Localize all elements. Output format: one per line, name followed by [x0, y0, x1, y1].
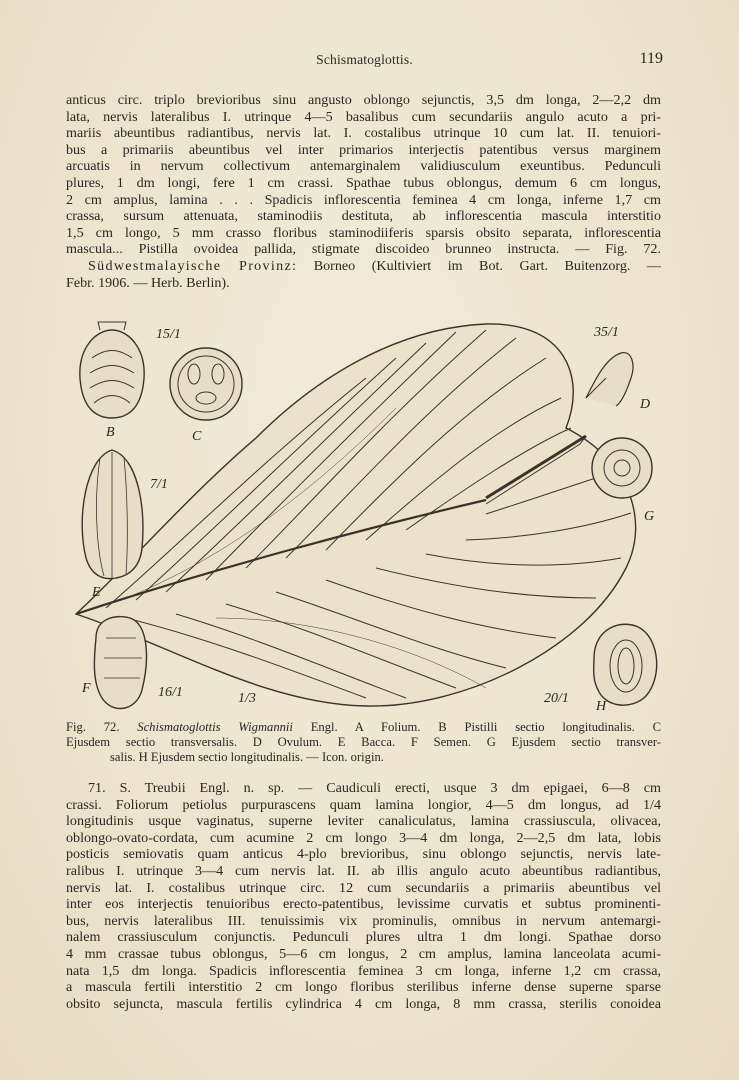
text-line: a mascula fertili interstitio 2 cm longo floribus sterilibus inferne dense superne sparse	[66, 979, 661, 996]
figure-caption	[66, 720, 661, 765]
label-H: H	[596, 699, 607, 714]
locality-text: Borneo (Kultiviert im Bot. Gart. Buitenzorg. —	[313, 257, 661, 274]
scale-D: 35/1	[594, 325, 619, 340]
scale-A: 1/3	[238, 691, 256, 706]
leaf-illustration	[76, 324, 636, 706]
text-line: anticus circ. triplo brevioribus sinu angusto oblongo sejunctis, 3,5 dm longa, 2—2,2 dm	[66, 92, 661, 108]
text-line: bus, nervis lateralibus III. tenuissimis vix prominulis, omnibus in nervum antemargi-	[66, 912, 661, 929]
figure-72	[66, 318, 666, 718]
label-E: E	[92, 585, 101, 600]
text-line: mascula... Pistilla ovoidea pallida, stigmate discoideo brunneo instructa. — Fig. 72.	[66, 241, 661, 258]
text-line: nervis lat. I. costalibus utrinque circ. 12 cum secundariis a primariis abeuntibus vel	[66, 879, 661, 896]
pistil-transverse-section	[170, 348, 242, 420]
text-line: mariis abeuntibus radiantibus, nervis lat. I. costalibus utrinque 10 cum lat. II. tenuiori-	[66, 125, 661, 142]
locality-label: Südwestmalayische Provinz:	[88, 257, 298, 274]
seed-transverse-section	[592, 438, 652, 498]
seed-illustration	[94, 617, 146, 709]
pistil-longitudinal-section	[80, 322, 144, 418]
locality-line	[66, 258, 661, 275]
text-line: crassa, sursum attenuata, staminodiis destituta, ab inflorescentia mascula interstitio	[66, 208, 661, 225]
text-line: lata, nervis lateralibus I. utrinque 4—5 basalibus cum secundariis angulo acuto a pri-	[66, 108, 661, 125]
text-line: 1,5 cm longo, 5 mm crasso floribus staminodiiferis sparsis obsito separata, inflorescentia	[66, 224, 661, 241]
text-line: inter eos interjectis tenuioribus erecto-patentibus, levissime curvatis et subtus prominenti-	[66, 896, 661, 913]
text-line: plures, 1 dm longi, fere 1 cm crassi. Spathae tubus oblongus, demum 6 cm longus,	[66, 174, 661, 191]
text-line: posticis semiovatis quam anticus 4-plo brevioribus, sinu oblongo sejunctis, nervis late-	[66, 846, 661, 863]
caption-species: Schismatoglottis Wigmannii	[137, 720, 293, 734]
text-line: ralibus I. utrinque 3—4 cum nervis lat. II. ab illis angulo acuto abeuntibus radiantibus,	[66, 862, 661, 879]
text-line: bus a primariis abeuntibus vel inter primarios interjectis patentibus versus marginem	[66, 141, 661, 158]
text-line: crassi. Foliorum petiolus purpurascens quam lamina longior, 4—5 dm longus, ad 1/4	[66, 796, 661, 813]
text-line: 71. S. Treubii Engl. n. sp. — Caudiculi erecti, usque 3 dm epigaei, 6—8 cm	[88, 780, 661, 796]
scale-H: 20/1	[544, 691, 569, 706]
text-line: longitudinis usque vaginatus, superne leviter canaliculatus, lamina crassiuscula, olivacea,	[66, 813, 661, 830]
label-D: D	[640, 397, 651, 412]
text-line: obsito sejuncta, mascula fertilis cylindrica 4 cm longa, 8 mm crassa, sterilis conoidea	[66, 995, 661, 1012]
caption-line-1	[66, 720, 661, 735]
seed-longitudinal-section	[594, 624, 657, 705]
text-line: 4 mm crassae tubus oblongus, 5—6 cm longus, 2 cm amplus, lamina lanceolata acumi-	[66, 945, 661, 962]
text-line: nata 1,5 dm longa. Spadicis inflorescentia feminea 3 cm longa, inferne 1,2 cm crassa,	[66, 962, 661, 979]
caption-text: Engl. A Folium. B Pistilli sectio longitudinalis. C	[310, 720, 661, 734]
locality-line-2: Febr. 1906. — Herb. Berlin).	[66, 274, 230, 291]
label-C: C	[192, 429, 202, 444]
scale-F: 16/1	[158, 685, 183, 700]
running-title: Schismatoglottis.	[316, 52, 413, 67]
scale-B: 15/1	[156, 327, 181, 342]
caption-fig-no: Fig. 72.	[66, 720, 120, 734]
text-line: nalem crassiusculum conjunctis. Pedunculi plures ultra 1 dm longi. Spathae dorso	[66, 929, 661, 946]
running-header	[66, 52, 663, 72]
species-entry	[66, 780, 661, 1012]
text-line: oblongo-ovato-cordata, cum acumine 2 cm longo 3—4 dm longa, 2—2,5 dm lata, lobis	[66, 829, 661, 846]
text-line: 2 cm amplus, lamina . . . Spadicis inflorescentia feminea 4 cm longa, inferne 1,7 cm	[66, 191, 661, 208]
caption-line-2: Ejusdem sectio transversalis. D Ovulum. E Bacca. F Semen. G Ejusdem sectio transver-	[66, 735, 661, 749]
top-paragraph	[66, 92, 661, 291]
label-F: F	[82, 681, 91, 696]
caption-line-3: salis. H Ejusdem sectio longitudinalis. — Icon. origin.	[110, 750, 384, 764]
page-number: 119	[639, 50, 663, 67]
berry-illustration	[82, 450, 143, 579]
label-G: G	[644, 509, 655, 524]
label-B: B	[106, 425, 115, 440]
scale-E: 7/1	[150, 477, 168, 492]
text-line: arcuatis in nervum collectivum antemarginalem validiusculum exeuntibus. Pedunculi	[66, 158, 661, 175]
ovule-illustration	[586, 353, 633, 406]
